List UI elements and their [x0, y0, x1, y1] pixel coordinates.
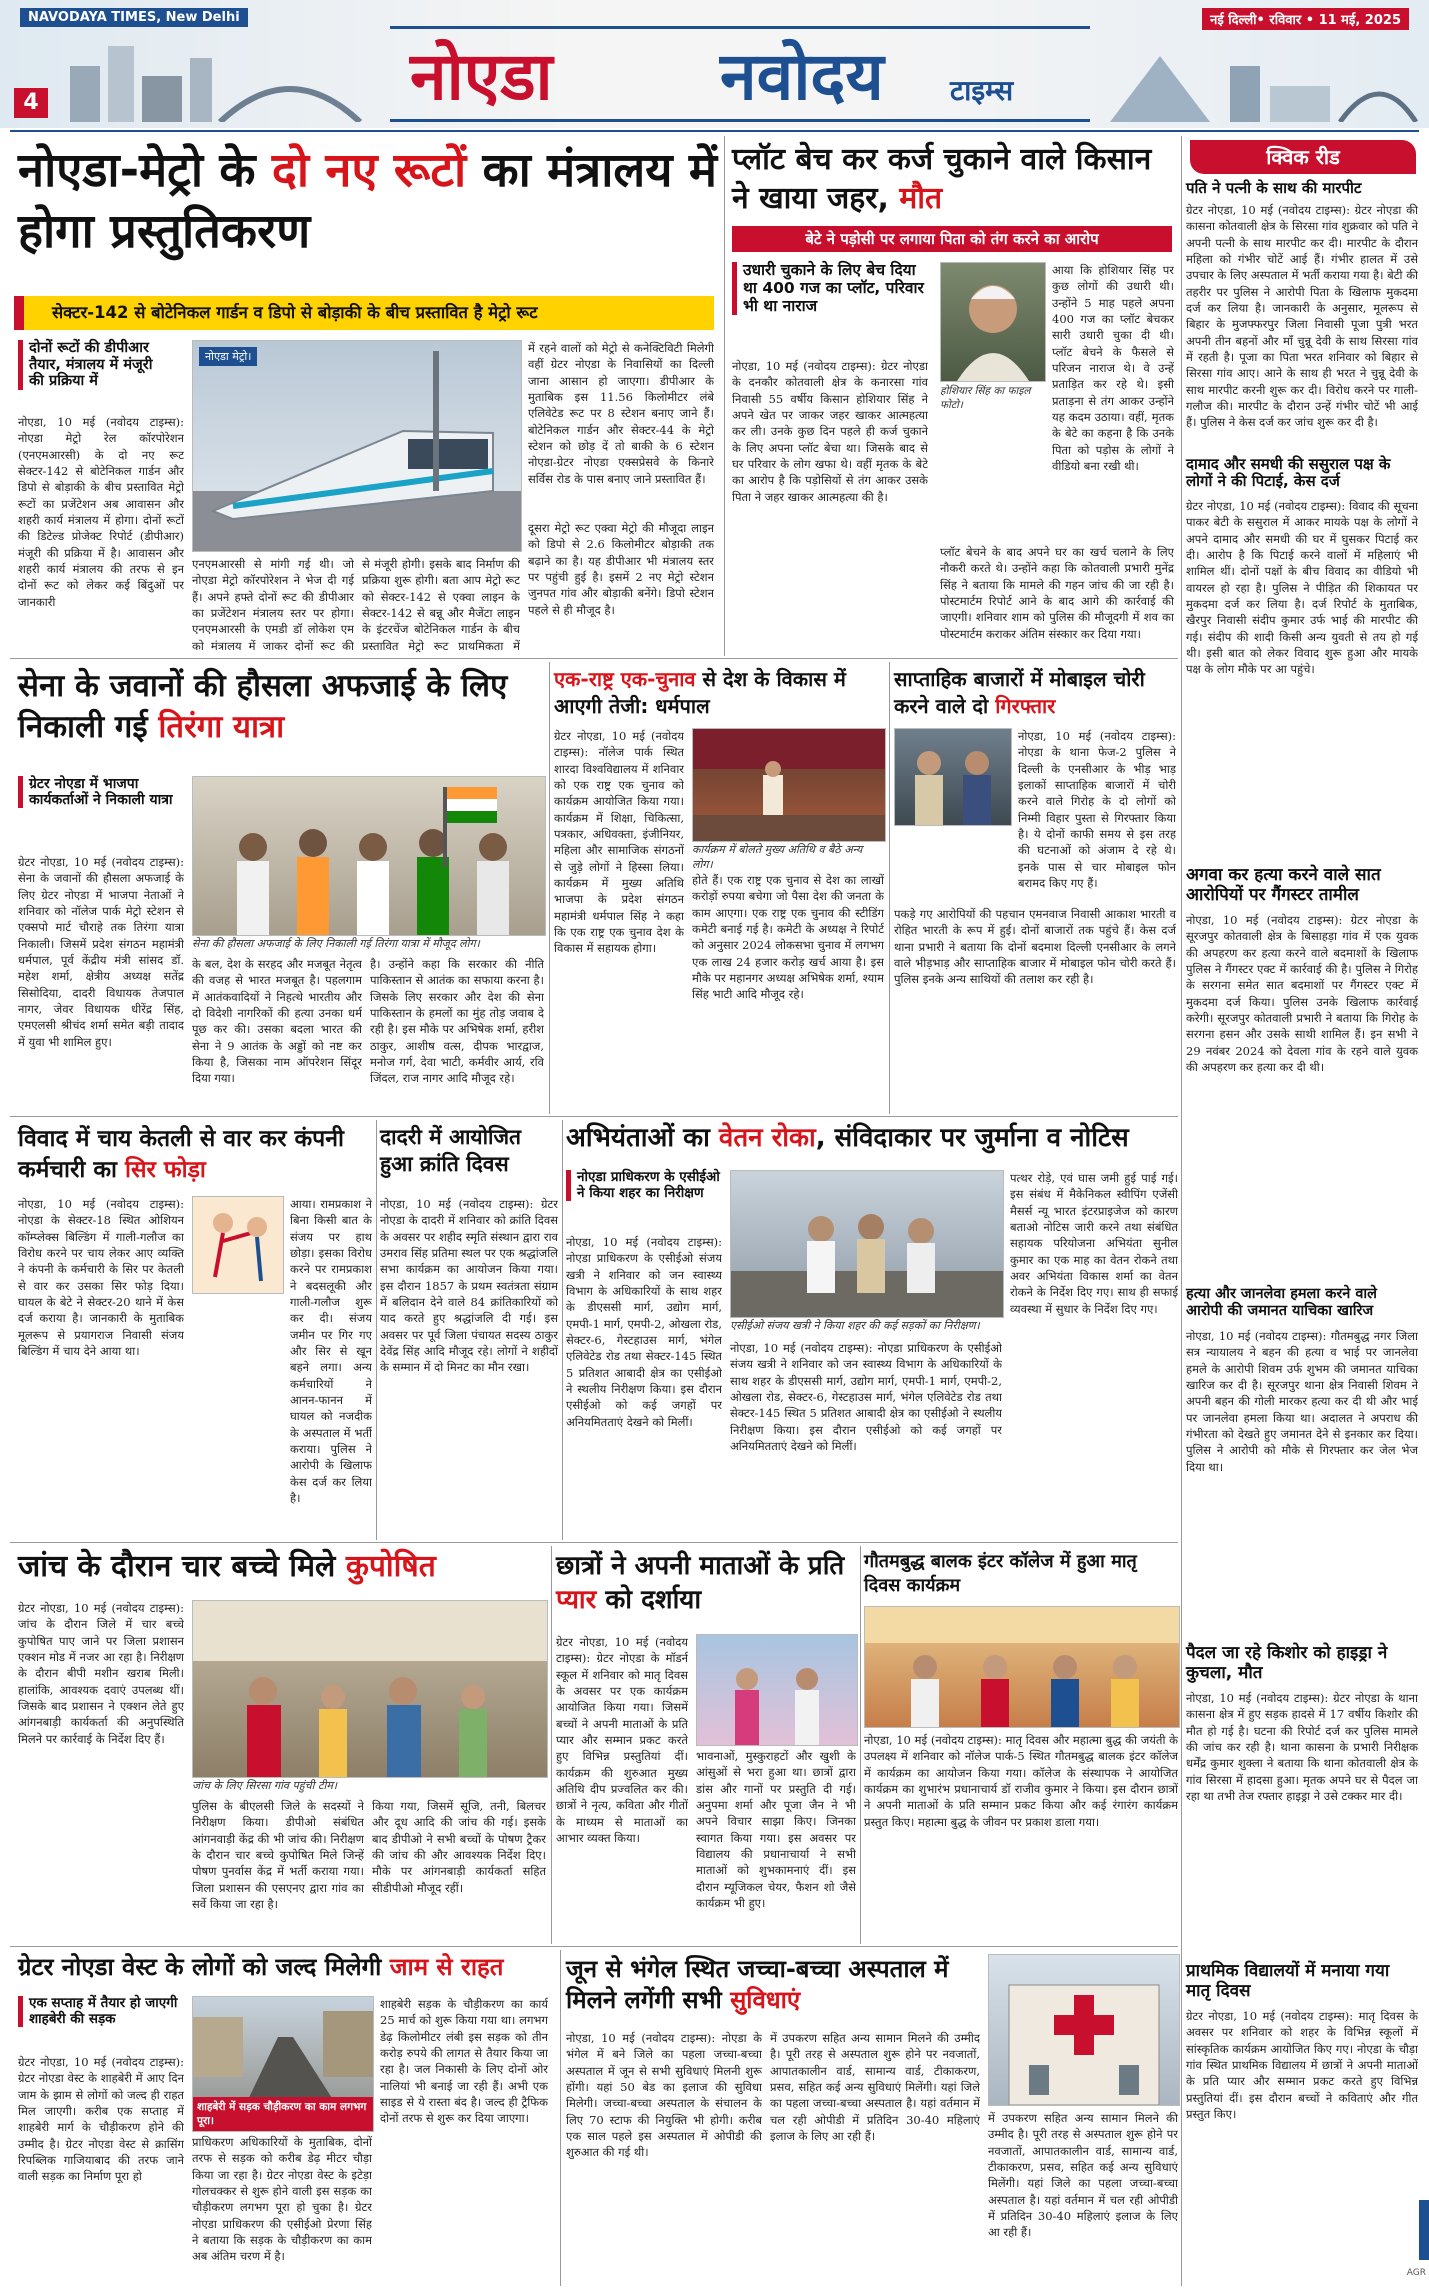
- rule-story2: [724, 136, 725, 656]
- school-event-photo: [864, 1606, 1180, 1728]
- story6-text2: आया। रामप्रकाश ने बिना किसी बात के संजय पर हाथ छोड़ा। इसका विरोध करने पर रामप्रकाश ने बदसलूकी और गाली-गलौज शुरू कर दी। संजय जमीन पर गिर गए और सिर से खून बहने लगा। अन्य कर्मचारियों ने आनन-फानन में घायल को नजदीक के अस्पताल में भर्ती कराया। पुलिस ने आरोपी के खिलाफ केस दर्ज कर लिया है।: [290, 1197, 372, 1505]
- story9-text1: ग्रेटर नोएडा, 10 मई (नवोदय टाइम्स): जांच के दौरान जिले में चार बच्चे कुपोषित पाए जाने पर जिला प्रशासन एक्शन मोड में नजर आ रहा है। निरीक्षण के दौरान बीपी मशीन खराब मिली। हालांकि, आवश्यक दवाएं उपलब्ध थीं। जिसके बाद प्रशासन ने एक्शन लेते हुए आंगनबाड़ी कार्यकर्ता की अनुपस्थिति मिलने पर कार्रवाई के निर्देश दिए हैं।: [18, 1601, 184, 1746]
- skyline-left: [60, 36, 380, 122]
- arrest-photo: [894, 728, 1012, 826]
- story5-text2: पकड़े गए आरोपियों की पहचान एमनवाज निवासी आकाश भारती व रोहित भारती के रूप में हुई। दोनों बाजारों तक पहुंचे हैं। केस दर्ज थाना प्रभारी ने बताया कि दोनों बदमाश दिल्ली एनसीआर के लगने वाले भीड़भाड़ और साप्ताहिक बाजार में मोबाइल फोन चोरी करते हैं। पुलिस इनके अन्य साथियों की तलाश कर रही है।: [894, 907, 1176, 987]
- logo-navodaya: नवोदय: [720, 38, 884, 115]
- qr-h5: पैदल जा रहे किशोर को हाइड्रा ने कुचला, मौत: [1186, 1643, 1388, 1683]
- side-strip: [1419, 2200, 1429, 2260]
- story4-headline: एक-राष्ट्र एक-चुनाव से देश के विकास में आएगी तेजी: धर्मपाल: [554, 667, 846, 718]
- crowd-illustration: [193, 777, 545, 935]
- tiranga-photo-caption: सेना की हौसला अफजाई के लिए निकाली गई तिरंगा यात्रा में मौजूद लोग।: [192, 937, 480, 950]
- qr-h6: प्राथमिक विद्यालयों में मनाया गया मातृ दिवस: [1186, 1961, 1390, 2001]
- story11-text1: नोएडा, 10 मई (नवोदय टाइम्स): मातृ दिवस और महात्मा बुद्ध की जयंती के उपलक्ष्य में शनिवार को नॉलेज पार्क-5 स्थित गौतमबुद्ध बालक इंटर कॉलेज में कार्यक्रम का आयोजन किया गया। कॉलेज के संस्थापक ने आयोजित कार्यक्रम का शुभारंभ प्रधानाचार्य डॉ राजीव कुमार ने किया। इस दौरान छात्रों ने अपनी माताओं के प्रति सम्मान प्रकट किया और कई रंगारंग कार्यक्रम प्रस्तुत किए। महात्मा बुद्ध के जीवन पर प्रकाश डाला गया।: [864, 1733, 1178, 1829]
- metro-train-illustration: [193, 341, 521, 551]
- hospital-photo: [988, 1954, 1180, 2106]
- rule-row1: [10, 658, 1178, 659]
- story7-text1: नोएडा, 10 मई (नवोदय टाइम्स): ग्रेटर नोएडा के दादरी में शनिवार को क्रांति दिवस के अवसर पर शहीद स्मृति संस्थान द्वारा राव उमराव सिंह प्रतिमा स्थल पर एक श्रद्धांजलि सभा कार्यक्रम का आयोजन किया गया। इस दौरान 1857 के प्रथम स्वतंत्रता संग्राम में बलिदान देने वाले 84 क्रांतिकारियों को याद करते हुए श्रद्धांजलि दी गई। इस अवसर पर पूर्व जिला पंचायत सदस्य ठाकुर देवेंद्र सिंह आदि मौजूद रहे। लोगों ने शहीदों के सम्मान में दो मिनट का मौन रखा।: [380, 1197, 558, 1375]
- stage-illustration: [697, 1635, 857, 1745]
- logo-noida: नोएडा: [410, 38, 553, 115]
- road-photo-label: शाहबेरी में सड़क चौड़ीकरण का काम लगभग पूरा।: [193, 2097, 373, 2131]
- story12-kicker: एक सप्ताह में तैयार हो जाएगी शाहबेरी की सड़क: [18, 1996, 184, 2027]
- story1-subhead: सेक्टर-142 से बोटेनिकल गार्डन व डिपो से बोड़ाकी के बीच प्रस्तावित है मेट्रो रूट: [14, 296, 714, 330]
- school-event-illustration: [865, 1607, 1179, 1727]
- story8-text1-cont: नोएडा, 10 मई (नवोदय टाइम्स): नोएडा प्राधिकरण के एसीईओ संजय खत्री ने शनिवार को जन स्वास्थ्य विभाग के अधिकारियों के साथ शहर के डीएससी मार्ग, उद्योग मार्ग, एमपी-1 मार्ग, एमपी-2, ओखला रोड, सेक्टर-6, गेस्टहाउस मार्ग, भंगेल एलिवेटेड रोड तथा सेक्टर-145 स्थित 5 प्रतिशत आबादी क्षेत्र का एसीईओ ने स्थलीय निरीक्षण किया। इस दौरान एसीईओ को कई जगहों पर अनियमितताएं देखने को मिलीं।: [730, 1341, 1002, 1453]
- metro-photo-label: नोएडा मेट्रो।: [199, 347, 257, 366]
- qr-t3: नोएडा, 10 मई (नवोदय टाइम्स): ग्रेटर नोएडा के सूरजपुर कोतवाली क्षेत्र के बिसाहड़ा गांव में एक युवक की अपहरण कर हत्या करने वाले बदमाशों के खिलाफ पुलिस ने गैंगस्टर एक्ट में कार्रवाई की है। पुलिस ने गिरोह के सरगना समेत सात बदमाशों पर गैंगस्टर एक्ट में मुकदमा दर्ज किया। पुलिस उनके खिलाफ कार्रवाई करेगी। सूरजपुर कोतवाली प्रभारी ने बताया कि गिरोह के सरगना हसन और उसके साथी शामिल हैं। इन सभी ने 29 नवंबर 2024 को देवला गांव के रहने वाले युवक की अपहरण कर हत्या कर दी थी।: [1186, 913, 1418, 1074]
- story4-text2: होते हैं। एक राष्ट्र एक चुनाव से देश का लाखों करोड़ों रुपया बचेगा जो पैसा देश की जनता के काम आएगा। एक राष्ट्र एक चुनाव की स्टीडिंग कमेटी बनाई गई है। कमेटी के अध्यक्ष ने रिपोर्ट को अनुसार 2024 लोकसभा चुनाव में लगभग एक लाख 24 हजार करोड़ खर्च आया है। इस मौके पर महानगर अध्यक्ष अभिषेक शर्मा, श्याम सिंह भाटी आदि मौजूद रहे।: [692, 873, 884, 1002]
- rule-s6-s7: [376, 1120, 377, 1540]
- story2-subhead: बेटे ने पड़ोसी पर लगाया पिता को तंग करने का आरोप: [732, 226, 1172, 252]
- story1-text1: नोएडा, 10 मई (नवोदय टाइम्स): नोएडा मेट्रो रेल कॉरपोरेशन (एनएमआरसी) के दो नए रूट सेक्टर-142 से बोटेनिकल गार्डन और डिपो से बोड़ाकी के बीच प्रस्तावित मेट्रो रूटों का प्रजेंटेशन अब आवासन और शहरी कार्य मंत्रालय में होगा। दोनों रूटों की डिटेल्ड प्रोजेक्ट रिपोर्ट (डीपीआर) मंजूरी की प्रक्रिया में है। आवासन और शहरी कार्य मंत्रालय की तरफ से इन दोनों रूट को लेकर कई बिंदुओं पर जानकारी: [18, 415, 184, 609]
- metro-photo: [192, 340, 522, 552]
- story1-headline: नोएडा-मेट्रो के दो नए रूटों का मंत्रालय में होगा प्रस्तुतिकरण: [18, 143, 717, 260]
- qr-t4: नोएडा, 10 मई (नवोदय टाइम्स): गौतमबुद्ध नगर जिला सत्र न्यायालय ने बहन की हत्या व भाई पर जानलेवा हमले के आरोपी शिवम उर्फ शुभम की जमानत याचिका खारिज कर दी है। सूरजपुर थाना क्षेत्र निवासी शिवम ने अपनी बहन की गोली मारकर हत्या कर दी थी और भाई पर जानलेवा हमला किया था। अदालत ने अपराध की गंभीरता को देखते हुए जमानत देने से इनकार कर दिया। पुलिस ने आरोपी को मौके से गिरफ्तार कर जेल भेज दिया था।: [1186, 1329, 1418, 1474]
- story2-text3: प्लॉट बेचने के बाद अपने घर का खर्च चलाने के लिए नौकरी करते थे। उन्होंने कहा कि कोतवाली प्रभारी मुनेंद्र सिंह ने बताया कि मामले की गहन जांच की जा रही है। पोस्टमार्टम रिपोर्ट आने के बाद आगे की कार्रवाई की जाएगी। शनिवार शाम को पुलिस की मौजूदगी में शव का पोस्टमार्टम कराकर अंतिम संस्कार कर दिया गया।: [940, 545, 1174, 641]
- seminar-photo: [692, 728, 886, 842]
- seminar-photo-caption: कार्यक्रम में बोलते मुख्य अतिथि व बैठे अन्य लोग।: [692, 843, 863, 871]
- quick-read-title: क्विक रीड: [1190, 140, 1416, 174]
- qr-t6: ग्रेटर नोएडा, 10 मई (नवोदय टाइम्स): मातृ दिवस के अवसर पर शनिवार को शहर के विभिन्न स्कूलों में सांस्कृतिक कार्यक्रम आयोजित किए गए। नोएडा के चौड़ा गांव स्थित प्राथमिक विद्यालय में छात्रों ने अपनी माताओं के प्रति प्यार और सम्मान प्रकट करते हुए विभिन्न प्रस्तुतियां दीं। इस दौरान बच्चों ने कविताएं और गीत प्रस्तुत किए।: [1186, 2009, 1418, 2121]
- rule-row3: [10, 1542, 1178, 1543]
- story3-headline: सेना के जवानों की हौसला अफजाई के लिए निकाली गई तिरंगा यात्रा: [18, 668, 508, 746]
- seminar-illustration: [693, 729, 885, 841]
- story12-headline: ग्रेटर नोएडा वेस्ट के लोगों को जल्द मिलेगी जाम से राहत: [18, 1953, 504, 1981]
- inspection-illustration: [731, 1171, 1003, 1317]
- rule-s4-s5: [889, 662, 890, 1114]
- story1-text4: में रहने वालों को मेट्रो से कनेक्टिविटी मिलेगी वहीं ग्रेटर नोएडा के निवासियों का दिल्ली जाना आसान हो जाएगा। डीपीआर के मुताबिक इस 11.56 किलोमीटर लंबे एलिवेटेड रूट पर 8 स्टेशन बनाए जाने हैं। बोटेनिकल गार्डन और सेक्टर-44 के मेट्रो स्टेशन को छोड़ दें तो बाकी के 6 स्टेशन नोएडा-ग्रेटर नोएडा एक्सप्रेसवे के किनारे सर्विस रोड के पास बनाए जाने प्रस्तावित हैं।: [528, 341, 714, 486]
- qr-h2: दामाद और समधी की ससुराल पक्ष के लोगों ने की पिटाई, केस दर्ज: [1186, 455, 1391, 491]
- story13-text1: नोएडा, 10 मई (नवोदय टाइम्स): नोएडा के भंगेल में बने जिले का पहला जच्चा-बच्चा अस्पताल में जून से सभी सुविधाएं मिलनी शुरू होंगी। यहां 50 बेड का इलाज की सुविधा मिलेगी। जच्चा-बच्चा अस्पताल के संचालन के लिए 70 स्टाफ की नियुक्ति भी होगी। करीब एक साल पहले इस अस्पताल में ओपीडी की शुरुआत की गई थी।: [566, 2031, 762, 2160]
- farmer-photo: [940, 262, 1046, 382]
- story8-text1: नोएडा, 10 मई (नवोदय टाइम्स): नोएडा प्राधिकरण के एसीईओ संजय खत्री ने शनिवार को जन स्वास्थ्य विभाग के अधिकारियों के साथ शहर के डीएससी मार्ग, उद्योग मार्ग, एमपी-1 मार्ग, एमपी-2, ओखला रोड, सेक्टर-6, गेस्टहाउस मार्ग, भंगेल एलिवेटेड रोड तथा सेक्टर-145 स्थित 5 प्रतिशत आबादी क्षेत्र का एसीईओ ने स्थलीय निरीक्षण किया। इस दौरान एसीईओ को कई जगहों पर अनियमितताएं देखने को मिलीं।: [566, 1235, 722, 1429]
- story3-text1: ग्रेटर नोएडा, 10 मई (नवोदय टाइम्स): सेना के जवानों की हौसला अफजाई के लिए ग्रेटर नोएडा में भाजपा नेताओं ने शनिवार को नॉलेज पार्क मेट्रो स्टेशन से एक्सपो मार्ट चौराहे तक तिरंगा यात्रा निकाली। जिसमें प्रदेश संगठन महामंत्री धर्मपाल, पूर्व केंद्रीय मंत्री सांसद डॉ. महेश शर्मा, क्षेत्रीय अध्यक्ष सतेंद्र सिसोदिया, दादरी विधायक तेजपाल नागर, जेवर विधायक धीरेंद्र सिंह, एमएलसी श्रीचंद शर्मा समेत बड़ी तादाद में युवा भी शामिल हुए।: [18, 855, 184, 1049]
- arrest-illustration: [895, 729, 1011, 825]
- story10-headline: छात्रों ने अपनी माताओं के प्रति प्यार को दर्शाया: [556, 1551, 845, 1615]
- farmer-photo-caption: होशियार सिंह का फाइल फोटो।: [940, 385, 1031, 411]
- anganwadi-photo-caption: जांच के लिए सिरसा गांव पहुंची टीम।: [192, 1779, 338, 1792]
- rule-s7-s8: [562, 1120, 563, 1540]
- story1-text2: एनएमआरसी से मांगी गई थी। जो नोएडा मेट्रो कॉरपोरेशन ने भेज दी गई हैं। अपने हफ्ते दोनों रूट की डीपीआर का प्रजेंटेशन मंत्रालय स्तर पर होगा। एनएमआरसी के एमडी डॉ लोकेश एम को मंत्रालय में जाकर दोनों रूट की: [192, 557, 354, 653]
- rule-col-right: [1181, 136, 1182, 2286]
- story13-text3: में उपकरण सहित अन्य सामान मिलने की उम्मीद है। पूरी तरह से अस्पताल शुरू होने पर नवजातों, आपातकालीन वार्ड, सामान्य वार्ड, टीकाकरण, प्रसव, सहित कई अन्य सुविधाएं मिलेंगी। यहां जिले का पहला जच्चा-बच्चा अस्पताल है। यहां वर्तमान में चल रही ओपीडी में प्रतिदिन 30-40 महिलाएं इलाज के लिए आ रही हैं।: [988, 2111, 1178, 2240]
- rule-row2: [10, 1116, 1178, 1117]
- story2-text1: नोएडा, 10 मई (नवोदय टाइम्स): ग्रेटर नोएडा के दनकौर कोतवाली क्षेत्र के कनारसा गांव निवासी 55 वर्षीय किसान होशियार सिंह ने अपने खेत पर जाकर जहर खाकर आत्महत्या कर ली। उनके कुछ दिन पहले ही कर्ज चुकाने के लिए अपना प्लॉट बेचा था। जिसके बाद से घर परिवार के लोग खफा थे। वहीं मृतक के बेटे का आरोप है कि पड़ोसियों से तंग आकर उसके पिता ने जहर खाकर आत्महत्या की है।: [732, 359, 928, 504]
- story3-text3: है। उन्होंने कहा कि सरकार की नीति पाकिस्तान से आतंक का सफाया करना है। जिसके लिए सरकार और देश की सेना पाकिस्तान के हमलों का मुंह तोड़ जवाब दे रही है। इस मौके पर अभिषेक शर्मा, हरीश ठाकुर, आशीष वत्स, दीपक भारद्वाज, मनोज गर्ग, देवा भाटी, कर्मवीर आर्य, रवि जिंदल, राज नागर आदि मौजूद रहे।: [370, 957, 544, 1086]
- story8-headline: अभियंताओं का वेतन रोका, संविदाकार पर जुर्माना व नोटिस: [566, 1123, 1129, 1153]
- story13-headline: जून से भंगेल स्थित जच्चा-बच्चा अस्पताल में मिलने लगेंगी सभी सुविधाएं: [566, 1955, 949, 2015]
- qr-h3: अगवा कर हत्या करने वाले सात आरोपियों पर गैंगस्टर तामील: [1186, 865, 1381, 905]
- side-strip-label: AGR: [1406, 2268, 1426, 2278]
- rule-s9-s10: [551, 1546, 552, 1944]
- story1-text3: से मंजूरी होगी। इसके बाद निर्माण की प्रक्रिया शुरू होगी। बता आप मेट्रो रूट को सेक्टर-142 से एक्वा लाइन के सेक्टर-142 से बन्नू और मैजेंटा लाइन के इंटरचेंज बोटेनिकल गार्डन के बीच प्रस्तावित मेट्रो रूट प्राथमिकता में: [362, 557, 520, 653]
- story4-text1: ग्रेटर नोएडा, 10 मई (नवोदय टाइम्स): नॉलेज पार्क स्थित शारदा विश्वविद्यालय में शनिवार को एक राष्ट्र एक चुनाव को कार्यक्रम आयोजित किया गया। कार्यक्रम में शिक्षा, चिकित्सा, पत्रकार, अधिवक्ता, इंजीनियर, महिला और सामाजिक संगठनों से जुड़े लोगों ने हिस्सा लिया। कार्यक्रम में मुख्य अतिथि भाजपा के प्रदेश संगठन महामंत्री धर्मपाल सिंह ने कहा कि एक राष्ट्र एक चुनाव देश के विकास में सहायक होगा।: [554, 729, 684, 956]
- rule-s10-s11: [860, 1546, 861, 1944]
- qr-t5: नोएडा, 10 मई (नवोदय टाइम्स): ग्रेटर नोएडा के थाना कासना क्षेत्र में हुए सड़क हादसे में 17 वर्षीय किशोर की मौत हो गई है। घटना की रिपोर्ट दर्ज कर पुलिस मामले की जांच कर रही है। थाना कासना के प्रभारी निरीक्षक धर्मेंद्र कुमार शुक्ला ने बताया कि थाना कोतवाली क्षेत्र के गांव सिरसा में हादसा हुआ। मृतक अपने घर से पैदल जा रहा था तभी तेज रफ्तार हाइड्रा ने उसे टक्कर मार दी।: [1186, 1691, 1418, 1803]
- story10-text1: ग्रेटर नोएडा, 10 मई (नवोदय टाइम्स): ग्रेटर नोएडा के मॉडर्न स्कूल में शनिवार को मातृ दिवस के अवसर पर एक कार्यक्रम आयोजित किया गया। जिसमें बच्चों ने अपनी माताओं के प्रति प्यार और सम्मान प्रकट करते हुए विभिन्न प्रस्तुतियां दीं। कार्यक्रम की शुरुआत मुख्य अतिथि दीप प्रज्वलित कर की। छात्रों ने नृत्य, कविता और गीतों के माध्यम से माताओं का आभार व्यक्त किया।: [556, 1635, 688, 1845]
- story10-text2: भावनाओं, मुस्कुराहटों और खुशी के आंसुओं से भरा हुआ था। छात्रों द्वारा डांस और गानों पर प्रस्तुति दी गई। अनुपमा शर्मा और पूजा जैन ने भी अपने विचार साझा किए। जिनका स्वागत किया गया। इस अवसर पर विद्यालय की प्रधानाचार्या ने सभी माताओं को शुभकामनाएं दीं। इस दौरान म्यूजिकल चेयर, फैशन शो जैसे कार्यक्रम भी हुए।: [696, 1749, 856, 1910]
- story13-text2: में उपकरण सहित अन्य सामान मिलने की उम्मीद है। पूरी तरह से अस्पताल शुरू होने पर नवजातों, आपातकालीन वार्ड, सामान्य वार्ड, टीकाकरण, प्रसव, सहित कई अन्य सुविधाएं मिलेंगी। यहां जिले का पहला जच्चा-बच्चा अस्पताल है। यहां वर्तमान में चल रही ओपीडी में प्रतिदिन 30-40 महिलाएं इलाज के लिए आ रही हैं।: [770, 2031, 980, 2143]
- rule-top: [10, 130, 1419, 132]
- mothers-day-photo: [696, 1634, 858, 1746]
- dispute-illustration: [192, 1196, 284, 1294]
- story12-text2: शाहबेरी सड़क के चौड़ीकरण का कार्य 25 मार्च को शुरू किया गया था। लगभग डेढ़ किलोमीटर लंबी इस सड़क को तीन करोड़ रुपये की लागत से तैयार किया जा रहा है। जल निकासी के लिए दोनों ओर नालियां भी बनाई जा रही हैं। अभी एक साइड से ये रास्ता बंद है। जल्द ही ट्रैफिक दोनों तरफ से शुरू कर दिया जाएगा।: [380, 1997, 548, 2126]
- rule-s3-s4: [549, 662, 550, 1114]
- inspection-photo-caption: एसीईओ संजय खत्री ने किया शहर की कई सड़कों का निरीक्षण।: [730, 1319, 980, 1332]
- anganwadi-photo: [192, 1600, 548, 1778]
- story1-kicker: दोनों रूटों की डीपीआर तैयार, मंत्रालय में मंजूरी की प्रक्रिया में: [18, 340, 168, 390]
- story3-kicker: ग्रेटर नोएडा में भाजपा कार्यकर्ताओं ने निकाली यात्रा: [18, 776, 184, 808]
- qr-t2: ग्रेटर नोएडा, 10 मई (नवोदय टाइम्स): विवाद की सूचना पाकर बेटी के ससुराल में आकर मायके पक्ष के लोगों ने अपने दामाद और समधी की घर में घुसकर पिटाई कर दी। आरोप है कि पिटाई करने वालों में महिलाएं भी शामिल थीं। दोनों पक्षों के बीच विवाद का वीडियो भी वायरल हो रहा है। पुलिस ने पीड़ित की शिकायत पर मुकदमा दर्ज कर लिया है। दर्ज रिपोर्ट के मुताबिक, खैरपुर निवासी संदीप कुमार उर्फ भाई की मारपीट की गई। संदीप की शादी किसी अन्य युवती से तय हो गई थी। इसी बात को लेकर विवाद शुरू हुआ और मायके पक्ष के लोग मौके पर आ पहुंचे।: [1186, 499, 1418, 677]
- publication-name: NAVODAYA TIMES, New Delhi: [20, 8, 248, 27]
- story12-text3: प्राधिकरण अधिकारियों के मुताबिक, दोनों तरफ से सड़क को करीब डेढ़ मीटर चौड़ा किया जा रहा है। ग्रेटर नोएडा वेस्ट के इटेड़ा गोलचक्कर से शुरू होने वाली इस सड़क का चौड़ीकरण लगभग पूरा हो चुका है। ग्रेटर नोएडा प्राधिकरण की एसीईओ प्रेरणा सिंह ने बताया कि सड़क के चौड़ीकरण का काम अब अंतिम चरण में है।: [192, 2135, 372, 2264]
- masthead-logo: [390, 26, 1090, 122]
- story6-headline: विवाद में चाय केतली से वार कर कंपनी कर्मचारी का सिर फोड़ा: [18, 1126, 344, 1184]
- qr-h4: हत्या और जानलेवा हमला करने वाले आरोपी की जमानत याचिका खारिज: [1186, 1286, 1378, 1319]
- rule-s12-s13: [560, 1950, 561, 2286]
- road-photo: [192, 1996, 374, 2132]
- hospital-illustration: [989, 1955, 1179, 2105]
- fight-sketch: [193, 1197, 283, 1293]
- page-number: 4: [14, 88, 48, 118]
- story8-text2: पत्थर रोड़े, एवं घास जमी हुई पाई गई। इस संबंध में मैकेनिकल स्वीपिंग एजेंसी मैसर्स न्यू भारत इंटरप्राइजेज को कारण बताओ नोटिस जारी करने तथा संबंधित सहायक परियोजना अभियंता सुनील कुमार का एक माह का वेतन रोकने तथा अवर अभियंता विकास शर्मा का वेतन रोकने के निर्देश दिए गए। साथ ही सफाई व्यवस्था में सुधार के निर्देश दिए गए।: [1010, 1171, 1178, 1316]
- story2-headline: प्लॉट बेच कर कर्ज चुकाने वाले किसान ने खाया जहर, मौत: [732, 142, 1152, 216]
- story9-text2: पुलिस के बीएलसी जिले के सदस्यों ने निरीक्षण किया। डीपीओ संबंधित आंगनवाड़ी केंद्र की भी जांच की। निरीक्षण के दौरान चार बच्चे कुपोषित मिले जिन्हें पोषण पुनर्वास केंद्र में भर्ती कराया गया। जिला प्रशासन की एसएनए द्वारा गांव का सर्वे किया जा रहा है।: [192, 1799, 364, 1911]
- story9-text3: किया गया, जिसमें सूजि, तनी, बिलचर और दूध आदि की जांच की गई। इसके बाद डीपीओ ने सभी बच्चों के पोषण ट्रैकर की जांच की और आवश्यक निर्देश दिए। मौके पर आंगनबाड़ी कार्यकर्ता सहित सीडीपीओ मौजूद रहीं।: [372, 1799, 546, 1895]
- publication-date: नई दिल्ली• रविवार • 11 मई, 2025: [1202, 8, 1409, 30]
- story12-text1: ग्रेटर नोएडा, 10 मई (नवोदय टाइम्स): ग्रेटर नोएडा वेस्ट के शाहबेरी में आए दिन जाम के झाम से लोगों को जल्द ही राहत मिल जाएगी। करीब एक सप्ताह में शाहबेरी मार्ग के चौड़ीकरण होने की उम्मीद है। ग्रेटर नोएडा वेस्ट से क्रासिंग रिपब्लिक गाजियाबाद की तरफ जाने वाली सड़क का निर्माण पूरा हो: [18, 2055, 184, 2184]
- logo-times: टाइम्स: [950, 74, 1014, 107]
- story11-headline: गौतमबुद्ध बालक इंटर कॉलेज में हुआ मातृ दिवस कार्यक्रम: [864, 1551, 1137, 1597]
- story5-headline: साप्ताहिक बाजारों में मोबाइल चोरी करने वाले दो गिरफ्तार: [894, 667, 1145, 718]
- story5-text1: नोएडा, 10 मई (नवोदय टाइम्स): नोएडा के थाना फेज-2 पुलिस ने दिल्ली के एनसीआर के भीड़ भाड़ इलाकों साप्ताहिक बाजारों में चोरी करने वाले गिरोह के दो लोगों को निम्मी विहार पुस्ता से गिरफ्तार किया है। ये दोनों काफी समय से इस तरह की घटनाओं को अंजाम दे रहे थे। इनके पास से चार मोबाइल फोन बरामद किए गए हैं।: [1018, 729, 1176, 890]
- story7-headline: दादरी में आयोजित हुआ क्रांति दिवस: [380, 1125, 522, 1177]
- anganwadi-illustration: [193, 1601, 547, 1777]
- portrait-illustration: [941, 263, 1045, 381]
- rule-row4: [10, 1946, 1178, 1947]
- masthead: [0, 0, 1429, 128]
- story2-text2: आया कि होशियार सिंह पर कुछ लोगों की उधारी थी। उन्होंने 5 माह पहले अपना 400 गज का प्लॉट बेचकर सारी उधारी चुका दी थी। प्लॉट बेचने के फैसले से परिजन नाराज थे। वे उन्हें प्रताड़ित कर रहे थे। इसी प्रताड़ना से तंग आकर उन्होंने यह कदम उठाया। वहीं, मृतक के बेटे का कहना है कि उनके पिता को पड़ोस के लोगों ने वीडियो बना रखी थी।: [1052, 263, 1174, 473]
- story2-kicker: उधारी चुकाने के लिए बेच दिया था 400 गज का प्लॉट, परिवार भी था नाराज: [732, 262, 932, 315]
- qr-t1: ग्रेटर नोएडा, 10 मई (नवोदय टाइम्स): ग्रेटर नोएडा की कासना कोतवाली क्षेत्र के सिरसा गांव शुक्रवार को पति ने अपनी पत्नी के साथ मारपीट कर दी। मारपीट के दौरान महिला को गंभीर चोटें आई हैं। गंभीर हालत में उसे उपचार के लिए अस्पताल में भर्ती कराया गया है। बेटी की तहरीर पर पुलिस ने आरोपी पिता के खिलाफ मुकदमा दर्ज कर लिया है। जानकारी के अनुसार, मूलरूप से बिहार के मुजफ्फरपुर जिला निवासी पूजा पुत्री भरत अपनी तीन बहनों और माँ चुन्नू देवी के साथ सिरसा गांव में रहती है। पूजा का पिता भरत शनिवार को बिहार से सिरसा गांव आए। आने के साथ ही भरत ने चुन्नू देवी के साथ मारपीट करनी शुरू कर दी। विरोध करने पर गाली-गलौज की। मारपीट के दौरान उन्हें गंभीर चोटें भी आई हैं। पुलिस ने केस दर्ज कर जांच शुरू कर दी है।: [1186, 203, 1418, 430]
- story6-text1: नोएडा, 10 मई (नवोदय टाइम्स): नोएडा के सेक्टर-18 स्थित ओशियन कॉम्प्लेक्स बिल्डिंग में गाली-गलौज का विरोध करने पर चाय लेकर आए व्यक्ति ने कंपनी के कर्मचारी के सिर पर केतली से वार कर उसका सिर फोड़ दिया। घायल के बेटे ने सेक्टर-20 थाने में केस दर्ज कराया है। जानकारी के मुताबिक मूलरूप से प्रयागराज निवासी संजय बिल्डिंग में चाय देने आया था।: [18, 1197, 184, 1358]
- tiranga-yatra-photo: [192, 776, 546, 936]
- inspection-photo: [730, 1170, 1004, 1318]
- qr-h1: पति ने पत्नी के साथ की मारपीट: [1186, 179, 1362, 197]
- story3-text2: के बल, देश के सरहद और मजबूत नेतृत्व की वजह से भारत मजबूत है। पहलगाम में आतंकवादियों ने निहत्थे भारतीय और दो विदेशी नागरिकों की हत्या उनका धर्म पूछ कर की। उसका बदला भारत की सेना ने 9 आतंक के अड्डों को नष्ट कर किया है, जिसका नाम ऑपरेशन सिंदूर दिया गया।: [192, 957, 362, 1086]
- story1-text5: दूसरा मेट्रो रूट एक्वा मेट्रो की मौजूदा लाइन को डिपो से 2.6 किलोमीटर बोड़ाकी तक बढ़ाने का है। यह डीपीआर भी मंत्रालय स्तर पर पहुंची हुई है। इसमें 2 नए मेट्रो स्टेशन जुनपत गांव और बोड़ाकी बनेंगे। डिपो स्टेशन पहले से ही मौजूद है।: [528, 521, 714, 617]
- skyline-right: [1100, 36, 1420, 122]
- story9-headline: जांच के दौरान चार बच्चे मिले कुपोषित: [18, 1549, 436, 1584]
- story8-kicker: नोएडा प्राधिकरण के एसीईओ ने किया शहर का निरीक्षण: [566, 1170, 722, 1201]
